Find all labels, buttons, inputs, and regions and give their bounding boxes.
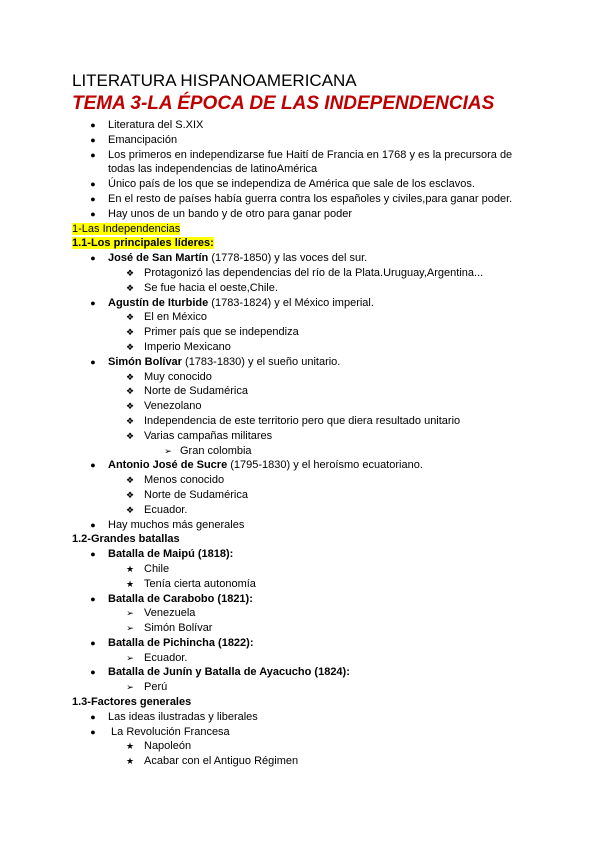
list-item: ● La Revolución Francesa bbox=[72, 725, 542, 740]
list-item: ❖ Se fue hacia el oeste,Chile. bbox=[125, 281, 278, 294]
list-item: ● Único país de los que se independiza de América que sale de los esclavos. bbox=[72, 177, 542, 192]
subsection-heading: 1.1-Los principales líderes: bbox=[72, 237, 214, 250]
bullet-dot-icon: ● bbox=[90, 120, 96, 130]
list-item: ★ Tenía cierta autonomía bbox=[125, 577, 256, 590]
bullet-dot-icon: ● bbox=[90, 253, 96, 264]
list-item: ★ Chile bbox=[125, 562, 170, 575]
list-item: ❖ Imperio Mexicano bbox=[125, 340, 231, 353]
list-item: ➢ Ecuador. bbox=[126, 651, 188, 664]
bullet-dot-icon: ● bbox=[90, 637, 96, 648]
bullet-dot-icon: ● bbox=[90, 667, 96, 678]
bullet-star-icon: ★ bbox=[125, 578, 135, 589]
subsection-heading: 1.3-Factores generales bbox=[72, 696, 192, 709]
bullet-dot-icon: ● bbox=[90, 208, 96, 219]
list-item: ➢ Venezuela bbox=[126, 607, 196, 620]
bullet-dot-icon: ● bbox=[90, 193, 96, 204]
battle-item: ● Batalla de Carabobo (1821): bbox=[72, 592, 542, 607]
document-title: LITERATURA HISPANOAMERICANA bbox=[72, 71, 357, 90]
bullet-diamond-icon: ❖ bbox=[125, 312, 135, 323]
bullet-diamond-icon: ❖ bbox=[125, 386, 135, 397]
list-item: ❖ Menos conocido bbox=[125, 474, 225, 487]
bullet-dot-icon: ● bbox=[90, 179, 96, 190]
bullet-arrow-icon: ➢ bbox=[164, 445, 172, 456]
list-item: ➢ Perú bbox=[126, 681, 168, 694]
bullet-arrow-icon: ➢ bbox=[126, 608, 134, 619]
battle-item: ● Batalla de Pichincha (1822): bbox=[72, 636, 542, 651]
bullet-star-icon: ★ bbox=[125, 563, 135, 574]
bullet-star-icon: ★ bbox=[125, 741, 135, 752]
subsection-heading: 1.2-Grandes batallas bbox=[72, 533, 180, 546]
leader-item: ● José de San Martín (1778-1850) y las voces del sur. bbox=[72, 251, 542, 266]
list-item: ❖ Primer país que se independiza bbox=[125, 326, 299, 339]
list-item: ● Hay muchos más generales bbox=[72, 518, 542, 533]
list-item: ❖ Venezolano bbox=[125, 400, 202, 413]
battle-item: ● Batalla de Maipú (1818): bbox=[72, 547, 542, 562]
list-item: ❖ Muy conocido bbox=[125, 370, 212, 383]
bullet-arrow-icon: ➢ bbox=[126, 682, 134, 693]
bullet-dot-icon: ● bbox=[90, 549, 96, 560]
list-item: ● Emancipación bbox=[72, 133, 542, 148]
list-item: ❖ Norte de Sudamérica bbox=[125, 385, 248, 398]
document-subtitle: TEMA 3-LA ÉPOCA DE LAS INDEPENDENCIAS bbox=[72, 93, 495, 114]
bullet-star-icon: ★ bbox=[125, 756, 135, 767]
list-item: ➢ Simón Bolívar bbox=[126, 622, 213, 635]
list-item: ★ Acabar con el Antiguo Régimen bbox=[125, 755, 299, 768]
bullet-dot-icon: ● bbox=[90, 297, 96, 308]
list-item: ❖ Norte de Sudamérica bbox=[125, 488, 248, 501]
bullet-diamond-icon: ❖ bbox=[125, 504, 135, 515]
bullet-dot-icon: ● bbox=[90, 460, 96, 471]
bullet-diamond-icon: ❖ bbox=[125, 341, 135, 352]
bullet-diamond-icon: ❖ bbox=[125, 430, 135, 441]
list-item: ❖ Independencia de este territorio pero que diera resultado unitario bbox=[125, 414, 461, 427]
bullet-diamond-icon: ❖ bbox=[125, 415, 135, 426]
bullet-dot-icon: ● bbox=[90, 134, 96, 145]
list-item: ● En el resto de países había guerra contra los españoles y civiles,para ganar poder. bbox=[72, 192, 542, 207]
bullet-diamond-icon: ❖ bbox=[125, 267, 135, 278]
list-item: ★ Napoleón bbox=[125, 740, 192, 753]
bullet-dot-icon: ● bbox=[90, 593, 96, 604]
list-item: ➢ Gran colombia bbox=[164, 444, 252, 457]
bullet-dot-icon: ● bbox=[90, 711, 96, 722]
bullet-diamond-icon: ❖ bbox=[125, 371, 135, 382]
bullet-dot-icon: ● bbox=[90, 149, 96, 160]
bullet-dot-icon: ● bbox=[90, 726, 96, 737]
document-page bbox=[72, 70, 542, 769]
leader-item: ● Agustín de Iturbide (1783-1824) y el México imperial. bbox=[72, 296, 542, 311]
leader-item: ● Antonio José de Sucre (1795-1830) y el heroísmo ecuatoriano. bbox=[72, 458, 542, 473]
leader-item: ● Simón Bolívar (1783-1830) y el sueño unitario. bbox=[72, 355, 542, 370]
bullet-dot-icon: ● bbox=[90, 356, 96, 367]
list-item: ● Los primeros en independizarse fue Haití de Francia en 1768 y es la precursora de todas las independencias de latinoAmérica bbox=[72, 148, 542, 178]
bullet-diamond-icon: ❖ bbox=[125, 327, 135, 338]
bullet-arrow-icon: ➢ bbox=[126, 623, 134, 634]
bullet-diamond-icon: ❖ bbox=[125, 282, 135, 293]
bullet-arrow-icon: ➢ bbox=[126, 652, 134, 663]
list-item: ❖ Varias campañas militares bbox=[125, 429, 273, 442]
battle-item: ● Batalla de Junín y Batalla de Ayacucho (1824): bbox=[72, 665, 542, 680]
bullet-diamond-icon: ❖ bbox=[125, 475, 135, 486]
list-item: ❖ Protagonizó las dependencias del río de la Plata.Uruguay,Argentina... bbox=[125, 266, 484, 279]
list-item: ❖ El en México bbox=[125, 311, 207, 324]
list-item: ● Literatura del S.XIX bbox=[72, 118, 542, 133]
list-item: ● Las ideas ilustradas y liberales bbox=[72, 710, 542, 725]
list-item: ● Hay unos de un bando y de otro para ganar poder bbox=[72, 207, 542, 222]
bullet-diamond-icon: ❖ bbox=[125, 401, 135, 412]
bullet-diamond-icon: ❖ bbox=[125, 489, 135, 500]
section-heading: 1-Las Independencias bbox=[72, 222, 181, 235]
bullet-dot-icon: ● bbox=[90, 519, 96, 530]
list-item: ❖ Ecuador. bbox=[125, 503, 188, 516]
